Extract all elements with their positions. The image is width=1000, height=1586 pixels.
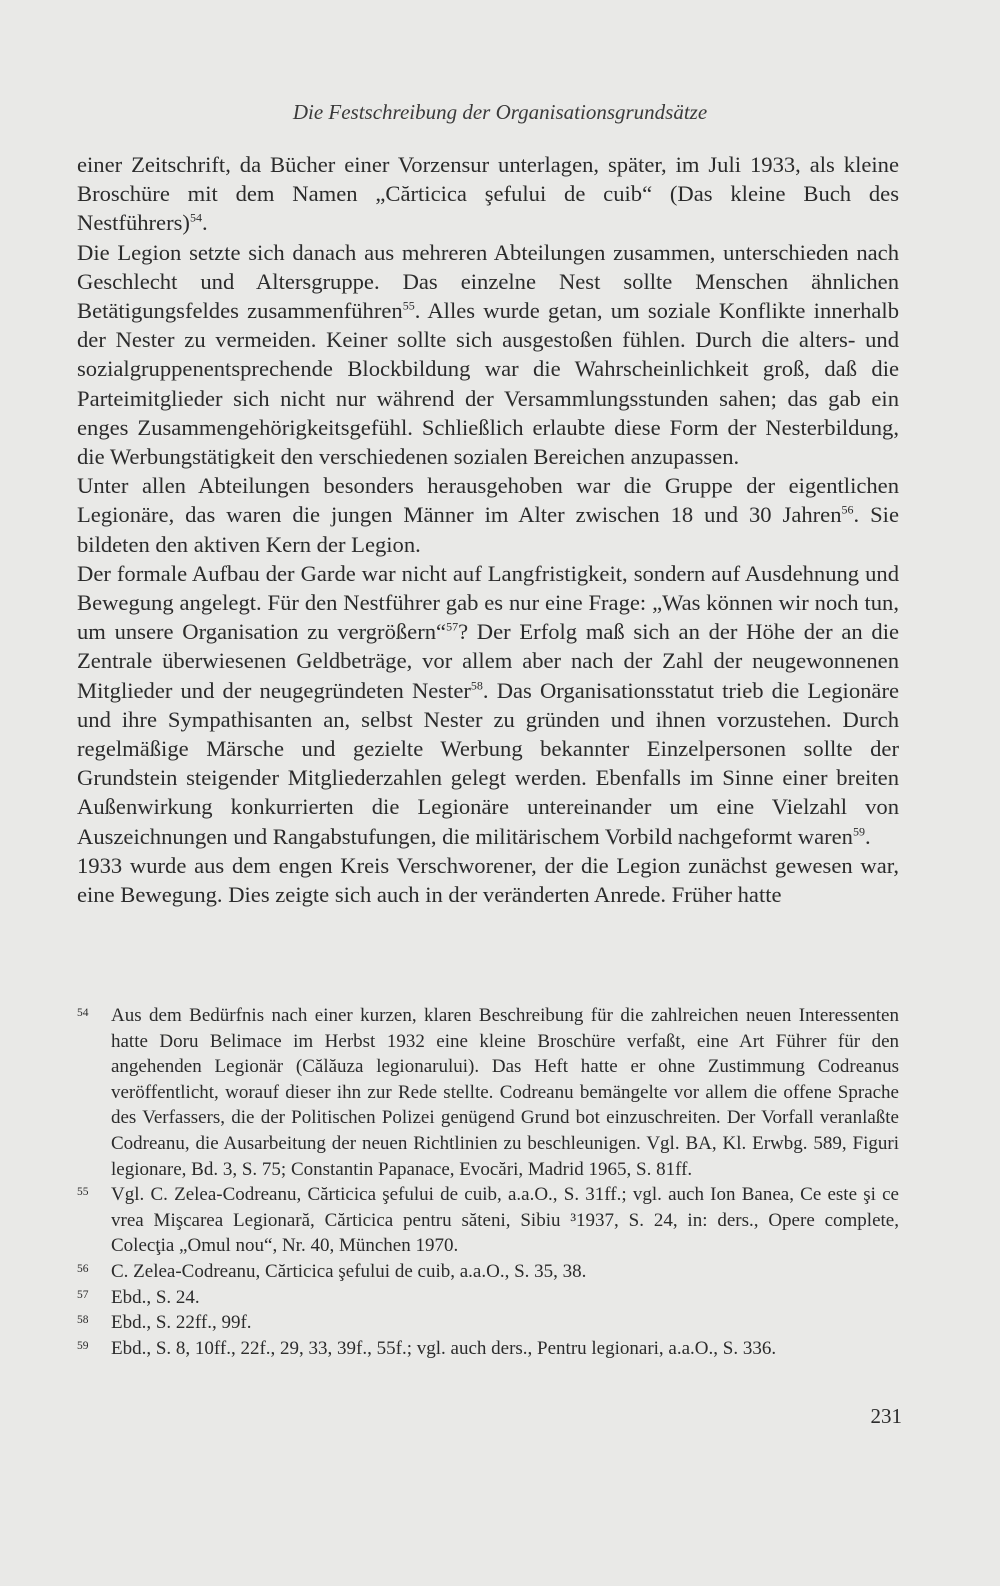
footnote-number: 55 — [77, 1186, 89, 1199]
paragraph-text: einer Zeitschrift, da Bücher einer Vorzensur unterlagen, später, im Juli 1933, als kleine Broschüre mit dem Namen „Cărticica şefului de cuib“ (Das kleine Buch des Nestführers) — [77, 152, 899, 236]
footnote-ref-55[interactable]: 55 — [402, 298, 415, 313]
footnote-text: Aus dem Bedürfnis nach einer kurzen, klaren Beschreibung für die zahlreichen neuen Interessenten hatte Doru Belimace im Herbst 1932 eine kleine Broschüre verfaßt, eine Art Führer für den angehenden Legionär (Călăuza legionarului). Das Heft hatte er ohne Zustimmung Codreanus veröffentlicht, worauf dieser ihn zur Rede stellte. Codreanu bemängelte vor allem die offene Sprache des Verfassers, die der Politischen Polizei genügend Grund bot einzuschreiten. Der Vorfall veranlaßte Codreanu, die Ausarbeitung der neuen Richtlinien zu beschleunigen. Vgl. BA, Kl. Erwbg. 589, Figuri legionare, Bd. 3, S. 75; Constantin Papanace, Evocări, Madrid 1965, S. 81ff. — [111, 1005, 899, 1180]
paragraph-text: Die Legion setzte sich danach aus mehreren Abteilungen zusammen, unterschieden nach Geschlecht und Altersgruppe. Das einzelne Nest sollte Menschen ähnlichen Betätigungsfeldes zusammenführen — [77, 239, 899, 324]
footnotes — [77, 1003, 899, 1361]
footnote-ref-57[interactable]: 57 — [446, 619, 459, 634]
footnote-text: Vgl. C. Zelea-Codreanu, Cărticica şefului de cuib, a.a.O., S. 31ff.; vgl. auch Ion Banea, Ce este şi ce vrea Mişcarea Legionară, Cărticica pentru săteni, Sibiu ³1937, S. 24, in: ders., Opere complete, Colecţia „Omul nou“, Nr. 40, München 1970. — [111, 1184, 899, 1257]
paragraph-text: . — [864, 823, 871, 849]
paragraph-1 — [77, 150, 899, 238]
footnote-ref-54[interactable]: 54 — [189, 210, 202, 225]
footnote-number: 56 — [77, 1262, 89, 1275]
paragraph-text: . Das Organisationsstatut trieb die Legionäre und ihre Sympathisanten an, selbst Nester zu gründen und ihnen vorzustehen. Durch regelmäßige Märsche und gezielte Werbung bekannter Einzelpersonen sollte der Grundstein steigender Mitgliederzahlen gelegt werden. Ebenfalls im Sinne einer breiten Außenwirkung konkurrierten die Legionäre untereinander um eine Vielzahl von Auszeichnungen und Rangabstufungen, die militärischem Vorbild nachgeformt waren — [77, 677, 899, 849]
paragraph-text: 1933 wurde aus dem engen Kreis Verschworener, der die Legion zunächst gewesen war, eine Bewegung. Dies zeigte sich auch in der veränderten Anrede. Früher hatte — [77, 852, 899, 908]
footnote-54 — [77, 1003, 899, 1182]
footnote-ref-56[interactable]: 56 — [841, 502, 854, 517]
paragraph-text: . Alles wurde getan, um soziale Konflikte innerhalb der Nester zu vermeiden. Keiner sollte sich ausgestoßen fühlen. Durch die alters- und sozialgruppenentsprechende Blockbildung war die Wahrscheinlichkeit groß, daß die Parteimitglieder sich nicht nur während der Versammlungsstunden sahen; das gab ein enges Zusammengehörigkeitsgefühl. Schließlich erlaubte diese Form der Nesterbildung, die Werbungstätigkeit den verschiedenen sozialen Bereichen anzupassen. — [77, 298, 900, 470]
paragraph-text: Der formale Aufbau der Garde war nicht auf Langfristigkeit, sondern auf Ausdehnung und Bewegung angelegt. Für den Nestführer gab es nur eine Frage: „Was können wir noch tun, um unsere Organisation zu vergrößern“ — [77, 560, 899, 645]
running-head: Die Festschreibung der Organisationsgrundsätze — [292, 100, 708, 124]
paragraph-text: Unter allen Abteilungen besonders herausgehoben war die Gruppe der eigentlichen Legionäre, das waren die jungen Männer im Alter zwischen 18 und 30 Jahren — [77, 473, 899, 528]
body-text — [77, 150, 899, 909]
footnote-text: Ebd., S. 24. — [111, 1286, 200, 1308]
footnote-number: 54 — [77, 1007, 89, 1019]
page-number: 231 — [870, 1404, 902, 1428]
paragraph-5 — [77, 851, 899, 909]
footnote-number: 58 — [77, 1314, 89, 1327]
paragraph-text: . — [201, 210, 208, 236]
footnote-59 — [77, 1336, 899, 1362]
footnote-text: Ebd., S. 22ff., 99f. — [111, 1312, 252, 1334]
footnote-56 — [77, 1259, 899, 1285]
footnote-55 — [77, 1182, 899, 1259]
footnote-text: C. Zelea-Codreanu, Cărticica şefului de cuib, a.a.O., S. 35, 38. — [111, 1260, 587, 1282]
footnote-number: 59 — [77, 1339, 89, 1352]
footnote-58 — [77, 1310, 899, 1336]
footnote-text: Ebd., S. 8, 10ff., 22f., 29, 33, 39f., 55f.; vgl. auch ders., Pentru legionari, a.a.O., S. 336. — [111, 1337, 777, 1359]
paragraph-3 — [77, 471, 899, 559]
footnote-number: 57 — [77, 1288, 89, 1301]
paragraph-text: ? Der Erfolg maß sich an der Höhe der an die Zentrale überwiesenen Geldbeträge, vor allem aber nach der Zahl der neugewonnenen Mitglieder und der neugegründeten Nester — [77, 619, 899, 703]
footnote-ref-59[interactable]: 59 — [852, 824, 865, 839]
paragraph-4 — [77, 559, 899, 851]
footnote-57 — [77, 1285, 899, 1311]
paragraph-text: . Sie bildeten den aktiven Kern der Legion. — [77, 502, 899, 557]
footnote-ref-58[interactable]: 58 — [470, 678, 483, 693]
paragraph-2 — [77, 238, 899, 472]
